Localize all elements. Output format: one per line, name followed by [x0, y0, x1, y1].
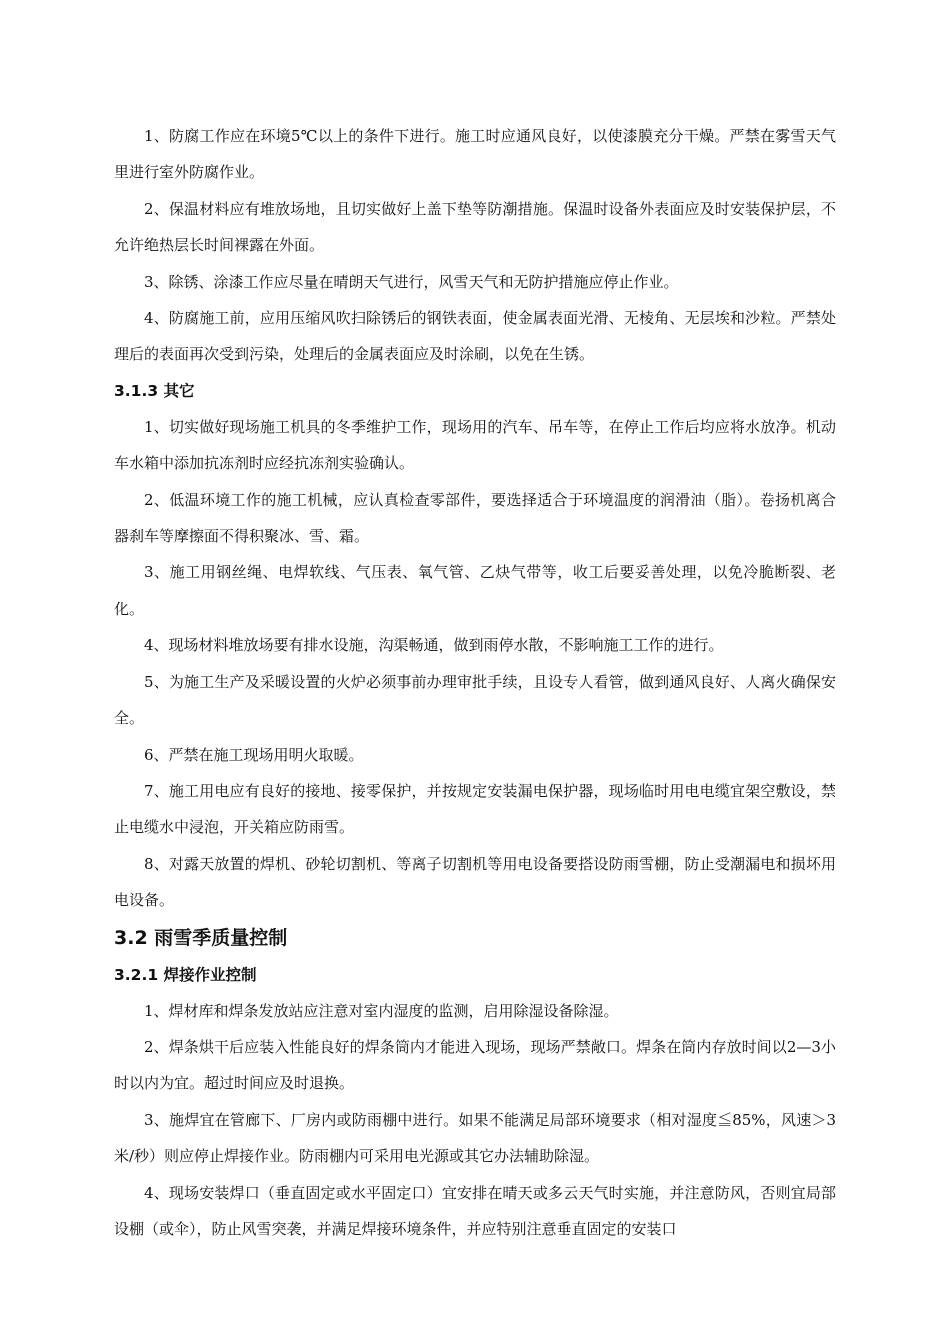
paragraph: 3、施焊宜在管廊下、厂房内或防雨棚中进行。如果不能满足局部环境要求（相对湿度≦85%，风速＞3米/秒）则应停止焊接作业。防雨棚内可采用电光源或其它办法辅助除湿。 — [114, 1110, 836, 1166]
section-heading-3-2-1: 3.2.1 焊接作业控制 — [114, 965, 257, 984]
paragraph: 3、除锈、涂漆工作应尽量在晴朗天气进行，风雪天气和无防护措施应停止作业。 — [144, 272, 679, 291]
paragraph: 6、严禁在施工现场用明火取暖。 — [144, 745, 364, 764]
paragraph: 2、保温材料应有堆放场地，且切实做好上盖下垫等防潮措施。保温时设备外表面应及时安装保护层，不允许绝热层长时间裸露在外面。 — [114, 199, 836, 255]
paragraph: 8、对露天放置的焊机、砂轮切割机、等离子切割机等用电设备要搭设防雨雪棚，防止受潮漏电和损坏用电设备。 — [114, 854, 836, 910]
document-body — [114, 118, 836, 1247]
paragraph: 1、焊材库和焊条发放站应注意对室内湿度的监测，启用除湿设备除湿。 — [144, 1001, 619, 1020]
paragraph: 4、现场安装焊口（垂直固定或水平固定口）宜安排在晴天或多云天气时实施，并注意防风，否则宜局部设棚（或伞），防止风雪突袭，并满足焊接环境条件，并应特别注意垂直固定的安装口 — [114, 1183, 836, 1238]
paragraph: 2、焊条烘干后应装入性能良好的焊条筒内才能进入现场，现场严禁敞口。焊条在筒内存放时间以2—3小时以内为宜。超过时间应及时退换。 — [114, 1037, 836, 1093]
section-heading-3-1-3: 3.1.3 其它 — [114, 381, 195, 400]
paragraph: 3、施工用钢丝绳、电焊软线、气压表、氧气管、乙炔气带等，收工后要妥善处理，以免冷脆断裂、老化。 — [114, 563, 836, 618]
paragraph: 7、施工用电应有良好的接地、接零保护，并按规定安装漏电保护器，现场临时用电电缆宜架空敷设，禁止电缆水中浸泡，开关箱应防雨雪。 — [114, 781, 836, 837]
paragraph: 1、防腐工作应在环境5℃以上的条件下进行。施工时应通风良好，以使漆膜充分干燥。严禁在雾雪天气里进行室外防腐作业。 — [114, 127, 836, 182]
paragraph: 1、切实做好现场施工机具的冬季维护工作，现场用的汽车、吊车等，在停止工作后均应将水放净。机动车水箱中添加抗冻剂时应经抗冻剂实验确认。 — [114, 417, 836, 473]
paragraph: 4、现场材料堆放场要有排水设施，沟渠畅通，做到雨停水散，不影响施工工作的进行。 — [144, 636, 724, 655]
paragraph: 5、为施工生产及采暖设置的火炉必须事前办理审批手续，且设专人看管，做到通风良好、人离火确保安全。 — [114, 672, 836, 728]
paragraph: 2、低温环境工作的施工机械，应认真检查零部件，要选择适合于环境温度的润滑油（脂）。卷扬机离合器刹车等摩擦面不得积聚冰、雪、霜。 — [114, 490, 836, 546]
paragraph: 4、防腐施工前，应用压缩风吹扫除锈后的钢铁表面，使金属表面光滑、无棱角、无层埃和沙粒。严禁处理后的表面再次受到污染，处理后的金属表面应及时涂刷，以免在生锈。 — [114, 309, 836, 364]
section-heading-3-2: 3.2 雨雪季质量控制 — [114, 926, 288, 949]
